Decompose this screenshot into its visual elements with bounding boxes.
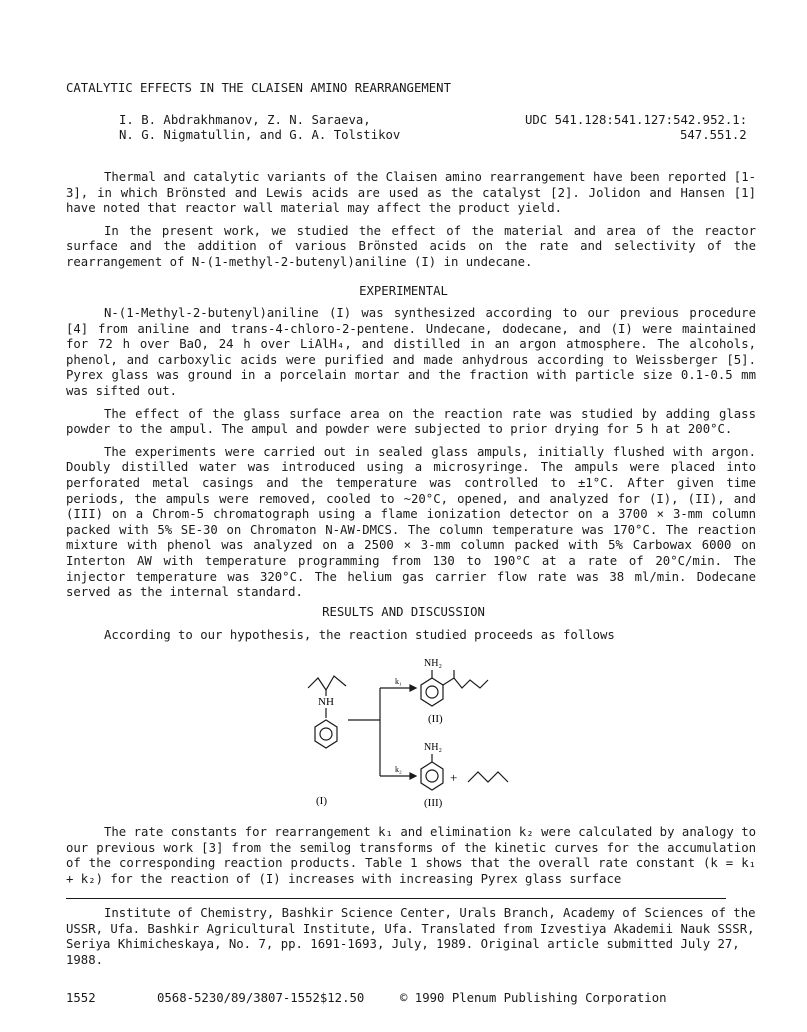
udc-line-1: UDC 541.128:541.127:542.952.1: (525, 113, 748, 127)
results-paragraph: The rate constants for rearrangement k₁ and elimination k₂ were calculated by analogy to our previous work [3] from the semilog transforms of the kinetic curves for the accumulation of the corresponding reaction products. Table 1 shows that the overall rate constant (k = k₁ + k₂) for the reaction of (I) increases with increasing Pyrex glass surface (66, 825, 756, 886)
label-II: (II) (428, 713, 443, 725)
authors-line-1: I. B. Abdrakhmanov, Z. N. Saraeva, (119, 113, 371, 127)
document-code: 0568-5230/89/3807-1552$12.50 (157, 991, 365, 1005)
nh2-bottom-label: NH₂ (424, 742, 442, 753)
page-number: 1552 (66, 991, 96, 1005)
article-title: CATALYTIC EFFECTS IN THE CLAISEN AMINO REARRANGEMENT (66, 81, 451, 95)
k2-label: k₂ (395, 765, 402, 774)
butenyl-chain (308, 676, 346, 690)
experimental-heading: EXPERIMENTAL (359, 284, 448, 298)
footnote-text: Institute of Chemistry, Bashkir Science Center, Urals Branch, Academy of Sciences of the USSR, Ufa. Bashkir Agricultural Institute, Ufa. Translated from Izvestiya Akademii Nauk SSSR, Seriya Khimicheskaya, No. 7, pp. 1691-1693, July, 1989. Original article submitted July 27, 1988. (66, 906, 756, 967)
intro-paragraph-2: In the present work, we studied the effect of the material and area of the reactor surface and the addition of various Brönsted acids on the rate and selectivity of the rearrangement of N-(1-methyl-2-butenyl)aniline (I) in undecane. (66, 223, 756, 269)
reaction-scheme (300, 648, 540, 818)
k1-label: k₁ (395, 677, 402, 686)
diene (468, 772, 508, 782)
copyright-notice: © 1990 Plenum Publishing Corporation (400, 991, 667, 1005)
side-chain-II (443, 678, 488, 688)
results-section (66, 825, 756, 887)
intro-section (66, 170, 756, 271)
benzene-ring-I (315, 720, 337, 748)
experimental-paragraph-3: The experiments were carried out in sealed glass ampuls, initially flushed with argon. Doubly distilled water was introduced using a microsyringe. The ampuls were placed into perforated metal casings and the temperature was controlled to ±1°C. After given time periods, the ampuls were removed, cooled to ~20°C, opened, and analyzed for (I), (II), and (III) on a Chrom-5 chromatograph using a flame ionization detector on a 3700 × 3-mm column packed with 5% SE-30 on Chromaton N-AW-DMCS. The column temperature was 170°C. The reaction mixture with phenol was analyzed on a 2500 × 3-mm column packed with 5% Carbowax 6000 on Interton AW with temperature programming from 130 to 190°C at a rate of 20°C/min. The injector temperature was 320°C. The helium gas carrier flow rate was 38 ml/min. Dodecane served as the internal standard. (66, 444, 756, 600)
label-I: (I) (316, 795, 327, 807)
plus-sign: + (450, 770, 458, 785)
footnote-section (66, 906, 756, 968)
experimental-paragraph-1: N-(1-Methyl-2-butenyl)aniline (I) was synthesized according to our previous procedure [4] from aniline and trans-4-chloro-2-pentene. Undecane, dodecane, and (I) were maintained for 72 h over BaO, 24 h over LiAlH₄, and distilled in an argon atmosphere. The alcohols, phenol, and carboxylic acids were purified and made anhydrous according to Weissberger [5]. Pyrex glass was ground in a porcelain mortar and the fraction with particle size 0.1-0.5 mm was sifted out. (66, 306, 756, 398)
authors-line-2: N. G. Nigmatullin, and G. A. Tolstikov (119, 128, 401, 142)
footnote-divider (66, 898, 726, 899)
intro-paragraph-1: Thermal and catalytic variants of the Claisen amino rearrangement have been reported [1-3], in which Brönsted and Lewis acids are used as the catalyst [2]. Jolidon and Hansen [1] have noted that reactor wall material may affect the product yield. (66, 170, 756, 216)
experimental-section (66, 306, 756, 601)
nh2-top-label: NH₂ (424, 658, 442, 669)
udc-line-2: 547.551.2 (680, 128, 747, 142)
label-III: (III) (424, 797, 443, 809)
experimental-paragraph-2: The effect of the glass surface area on the reaction rate was studied by adding glass powder to the ampul. The ampul and powder were subjected to prior drying for 5 h at 200°C. (66, 406, 756, 437)
benzene-ring-II (421, 678, 443, 706)
results-lead: According to our hypothesis, the reaction studied proceeds as follows (104, 628, 615, 642)
nh-label: NH (318, 696, 334, 708)
benzene-ring-III (421, 762, 443, 790)
results-heading: RESULTS AND DISCUSSION (322, 605, 485, 619)
